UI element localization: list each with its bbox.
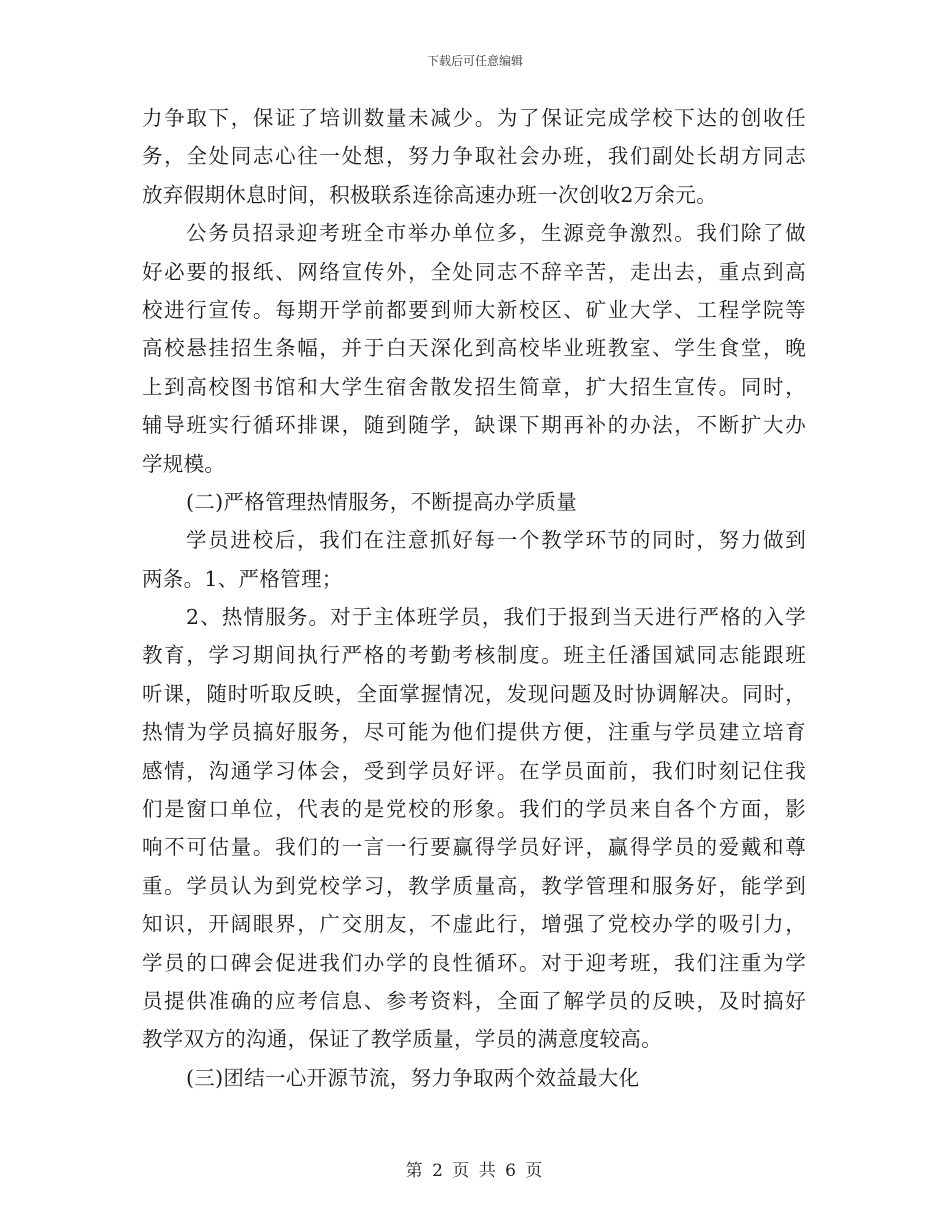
text-line: (三)团结一心开源节流，努力争取两个效益最大化	[186, 1065, 640, 1090]
text-line: 感情，沟通学习体会，受到学员好评。在学员面前，我们时刻记住我	[142, 758, 806, 783]
page-footer: 第 2 页 共 6 页	[405, 1161, 545, 1181]
text-line: 重。学员认为到党校学习，教学质量高，教学管理和服务好，能学到	[142, 873, 806, 898]
text-line: 辅导班实行循环排课，随到随学，缺课下期再补的办法，不断扩大办	[142, 413, 806, 438]
text-line: 放弃假期休息时间，积极联系连徐高速办班一次创收2万余元。	[142, 182, 717, 207]
text-line: 学规模。	[142, 451, 226, 476]
text-line: 知识，开阔眼界，广交朋友，不虚此行，增强了党校办学的吸引力，	[142, 912, 806, 937]
text-line: 公务员招录迎考班全市举办单位多，生源竞争激烈。我们除了做	[186, 221, 806, 246]
text-line: 校进行宣传。每期开学前都要到师大新校区、矿业大学、工程学院等	[142, 297, 806, 322]
text-line: (二)严格管理热情服务，不断提高办学质量	[186, 489, 577, 514]
text-line: 听课，随时听取反映，全面掌握情况，发现问题及时协调解决。同时，	[142, 681, 806, 706]
text-line: 上到高校图书馆和大学生宿舍散发招生简章，扩大招生宣传。同时，	[142, 374, 806, 399]
text-line: 响不可估量。我们的一言一行要赢得学员好评，赢得学员的爱戴和尊	[142, 835, 806, 860]
text-line: 学员进校后，我们在注意抓好每一个教学环节的同时，努力做到	[186, 528, 806, 553]
text-line: 们是窗口单位，代表的是党校的形象。我们的学员来自各个方面，影	[142, 797, 806, 822]
text-line: 员提供准确的应考信息、参考资料，全面了解学员的反映，及时搞好	[142, 988, 806, 1013]
text-line: 热情为学员搞好服务，尽可能为他们提供方便，注重与学员建立培育	[142, 720, 806, 745]
text-line: 好必要的报纸、网络宣传外，全处同志不辞辛苦，走出去，重点到高	[142, 259, 806, 284]
text-line: 力争取下，保证了培训数量未减少。为了保证完成学校下达的创收任	[142, 106, 806, 130]
text-line: 2、热情服务。对于主体班学员，我们于报到当天进行严格的入学	[186, 605, 806, 630]
document-body	[142, 99, 806, 1097]
text-line: 两条。1、严格管理；	[142, 566, 343, 591]
text-line: 教育，学习期间执行严格的考勤考核制度。班主任潘国斌同志能跟班	[142, 643, 806, 668]
page-header: 下载后可任意编辑	[426, 54, 523, 68]
text-line: 学员的口碑会促进我们办学的良性循环。对于迎考班，我们注重为学	[142, 950, 806, 975]
text-line: 教学双方的沟通，保证了教学质量，学员的满意度较高。	[142, 1027, 662, 1052]
text-line: 高校悬挂招生条幅，并于白天深化到高校毕业班教室、学生食堂，晚	[142, 336, 806, 361]
text-line: 务，全处同志心往一处想，努力争取社会办班，我们副处长胡方同志	[142, 144, 806, 169]
